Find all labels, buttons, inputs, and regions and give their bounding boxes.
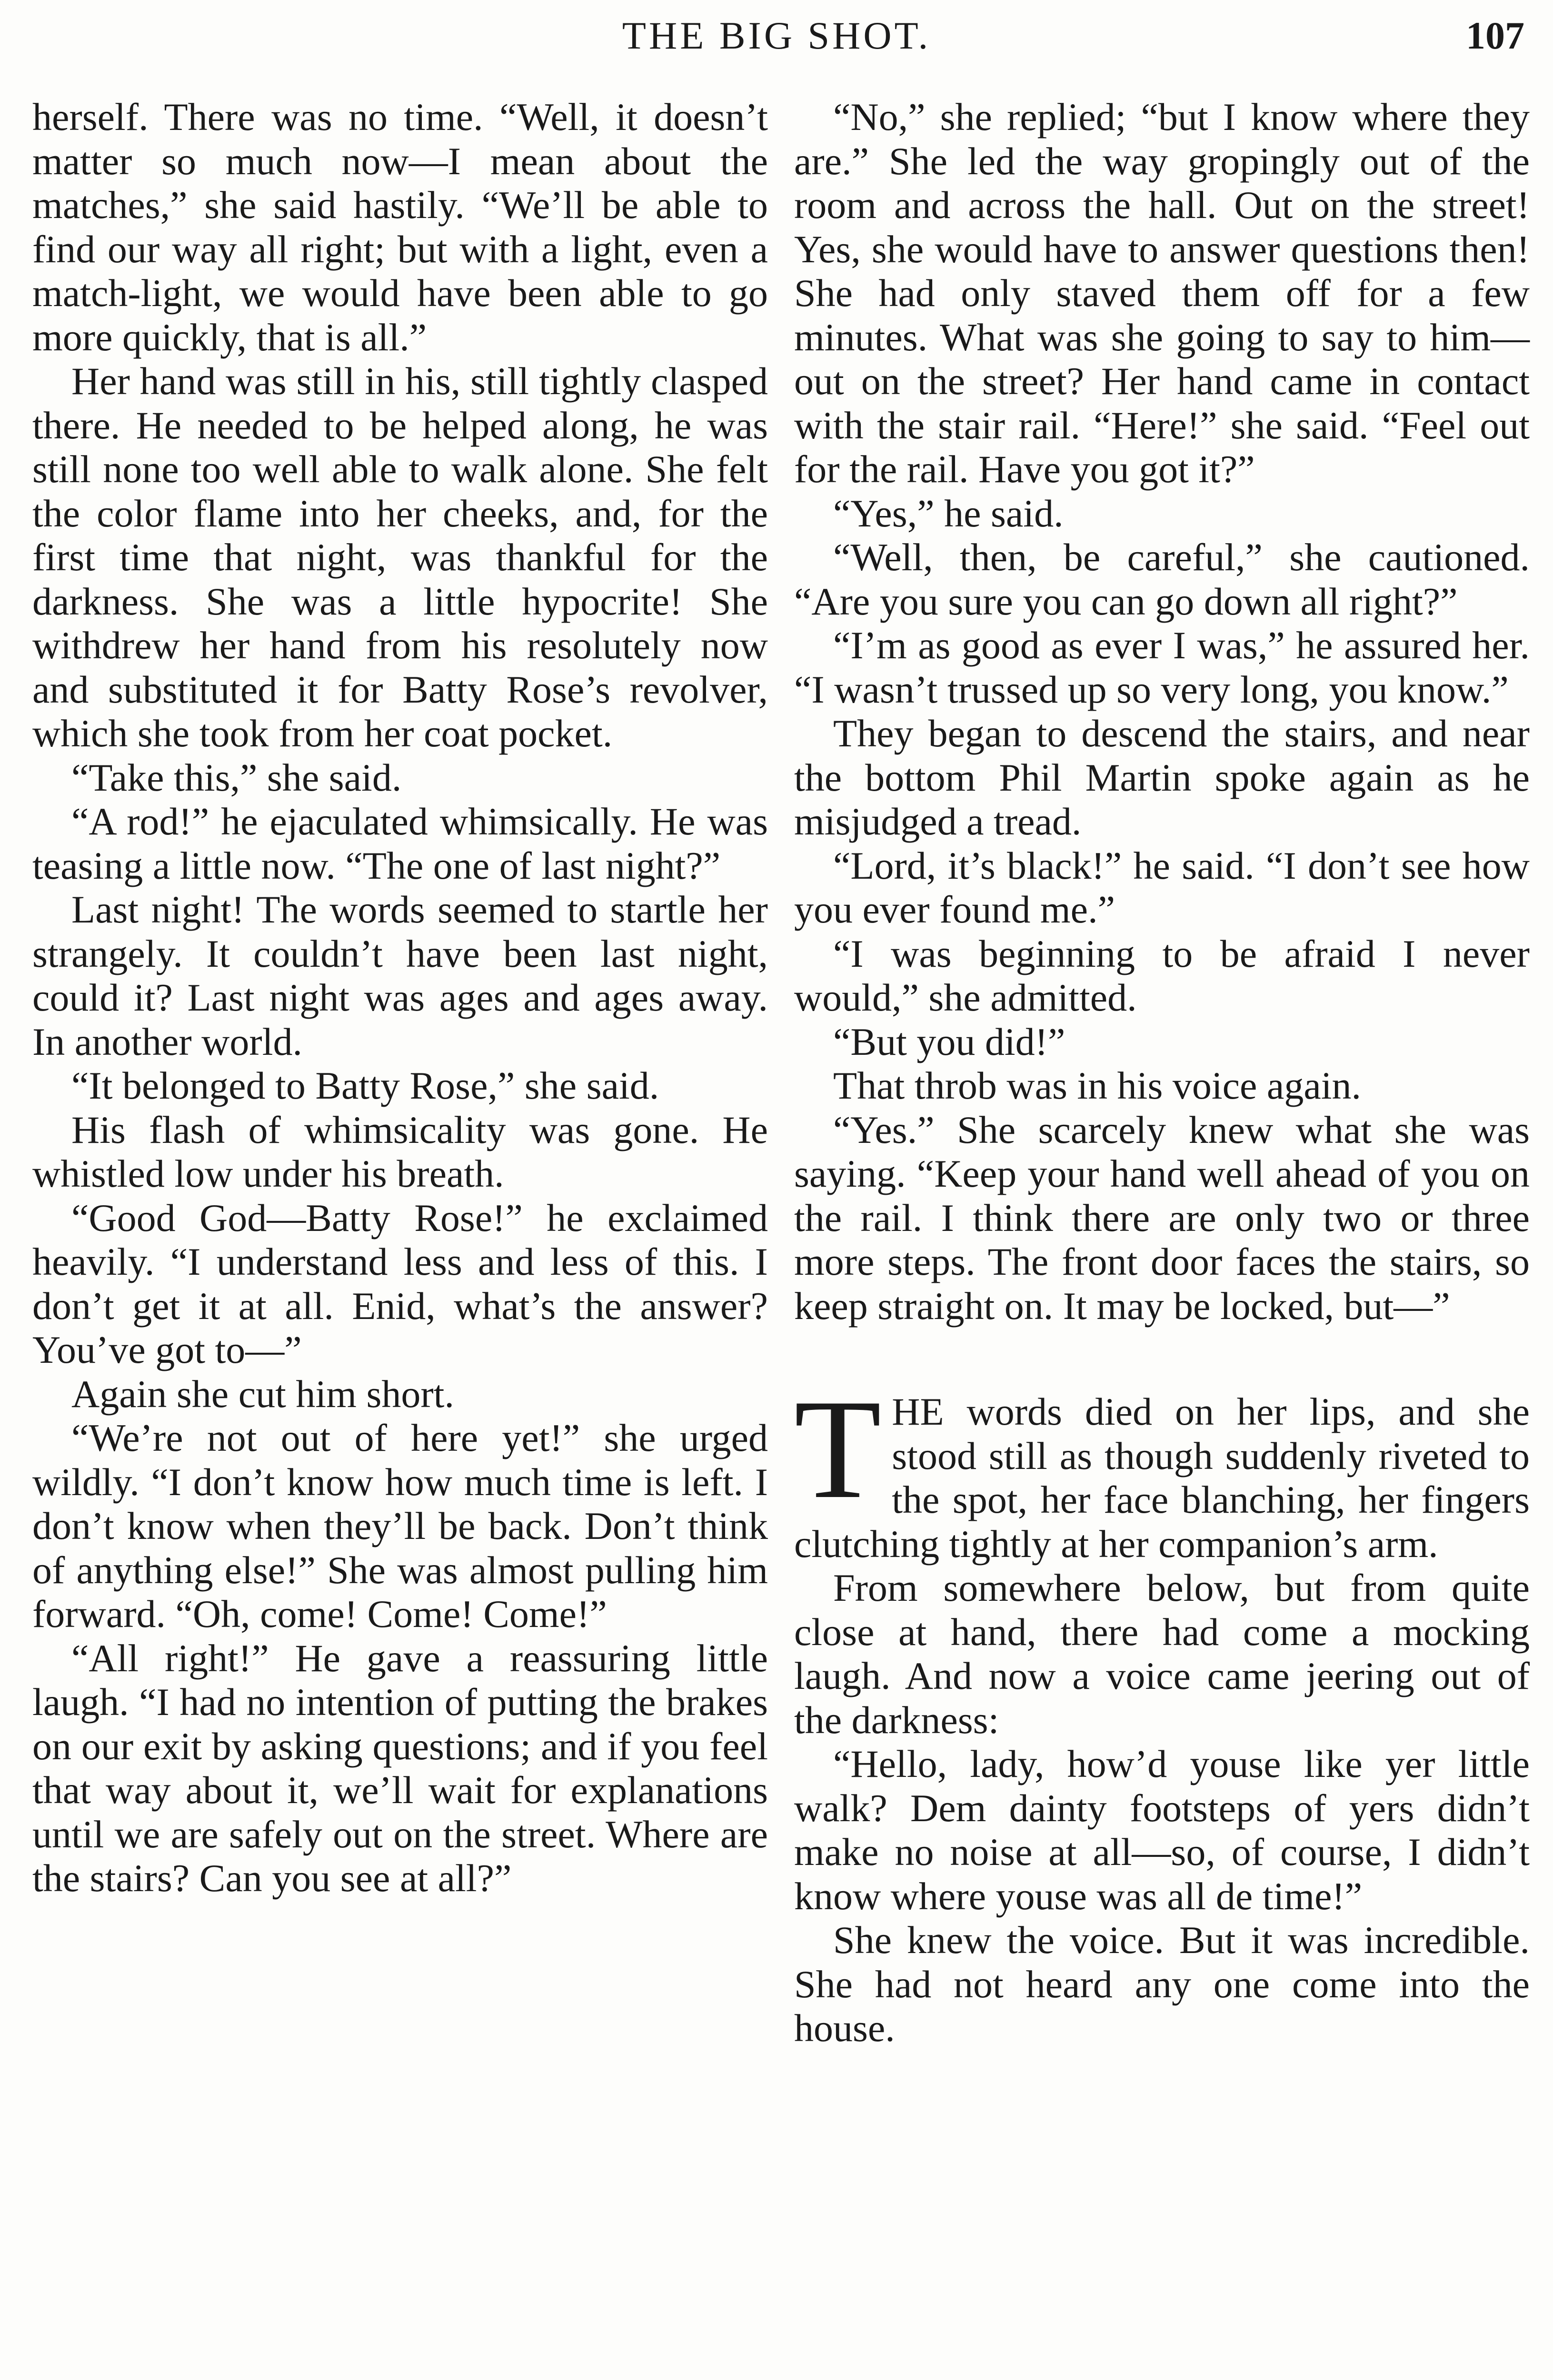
section-opening-paragraph	[794, 1370, 1530, 1566]
paragraph: That throb was in his voice again.	[833, 1064, 1362, 1107]
paragraph: “Lord, it’s black!” he said. “I don’t see how you ever found me.”	[794, 843, 1530, 931]
paragraph: Last night! The words seemed to startle her strangely. It couldn’t have been last night, could it? Last night was ages and ages away. In another world.	[32, 888, 768, 1063]
paragraph: She knew the voice. But it was incredible. She had not heard any one come into the house.	[794, 1918, 1530, 2050]
paragraph: “No,” she replied; “but I know where they are.” She led the way gropingly out of the room and across the hall. Out on the street! Yes, she would have to answer questions then! She had only staved them off for a few minutes. What was she going to say to him—out on the street? Her hand came in contact with the stair rail. “Here!” she said. “Feel out for the rail. Have you got it?”	[794, 95, 1530, 491]
drop-cap: T	[794, 1370, 882, 1528]
paragraph: They began to descend the stairs, and near the bottom Phil Martin spoke again as he misjudged a tread.	[794, 712, 1530, 843]
running-title: THE BIG SHOT.	[622, 14, 931, 57]
page-number: 107	[1466, 14, 1524, 57]
paragraph: “Yes.” She scarcely knew what she was saying. “Keep your hand well ahead of you on the rail. I think there are only two or three more steps. The front door faces the stairs, so keep straight on. It may be locked, but—”	[794, 1108, 1530, 1328]
paragraph: “All right!” He gave a reassuring little laugh. “I had no intention of putting the brakes on our exit by asking questions; and if you feel that way about it, we’ll wait for explanations until we are safely out on the street. Where are the stairs? Can you see at all?”	[32, 1636, 768, 1900]
paragraph: herself. There was no time. “Well, it doesn’t matter so much now—I mean about the matches,” she said hastily. “We’ll be able to find our way all right; but with a light, even a match-light, we would have been able to go more quickly, that is all.”	[32, 95, 768, 359]
paragraph: “Yes,” he said.	[833, 491, 1064, 535]
paragraph: “But you did!”	[833, 1020, 1065, 1063]
paragraph: “I was beginning to be afraid I never would,” she admitted.	[794, 932, 1530, 1019]
paragraph: “It belonged to Batty Rose,” she said.	[71, 1064, 659, 1107]
paragraph: His flash of whimsicality was gone. He whistled low under his breath.	[32, 1108, 768, 1195]
left-column	[32, 95, 768, 1901]
paragraph: “Well, then, be careful,” she cautioned. “Are you sure you can go down all right?”	[794, 536, 1530, 623]
paragraph: Again she cut him short.	[71, 1372, 454, 1416]
paragraph: From somewhere below, but from quite close at hand, there had come a mocking laugh. And now a voice came jeering out of the darkness:	[794, 1566, 1530, 1742]
paragraph: “I’m as good as ever I was,” he assured her. “I wasn’t trussed up so very long, you know.”	[794, 624, 1530, 711]
right-column	[794, 95, 1530, 2051]
paragraph: Her hand was still in his, still tightly clasped there. He needed to be helped along, he was still none too well able to walk alone. She felt the color flame into her cheeks, and, for the first time that night, was thankful for the darkness. She was a little hypocrite! She withdrew her hand from his resolutely now and substituted it for Batty Rose’s revolver, which she took from her coat pocket.	[32, 359, 768, 755]
paragraph: “Hello, lady, how’d youse like yer little walk? Dem dainty footsteps of yers didn’t make no noise at all—so, of course, I didn’t know where youse was all de time!”	[794, 1742, 1530, 1918]
paragraph: “We’re not out of here yet!” she urged wildly. “I don’t know how much time is left. I don’t know when they’ll be back. Don’t think of anything else!” She was almost pulling him forward. “Oh, come! Come! Come!”	[32, 1416, 768, 1636]
paragraph: “A rod!” he ejaculated whimsically. He was teasing a little now. “The one of last night?”	[32, 800, 768, 887]
paragraph: “Take this,” she said.	[71, 755, 402, 799]
section-opening-text: HE words died on her lips, and she stood still as though suddenly riveted to the spot, her face blanching, her fingers clutching tightly at her companion’s arm.	[794, 1390, 1530, 1566]
paragraph: “Good God—Batty Rose!” he exclaimed heavily. “I understand less and less of this. I don’t get it at all. Enid, what’s the answer? You’ve got to—”	[32, 1196, 768, 1371]
